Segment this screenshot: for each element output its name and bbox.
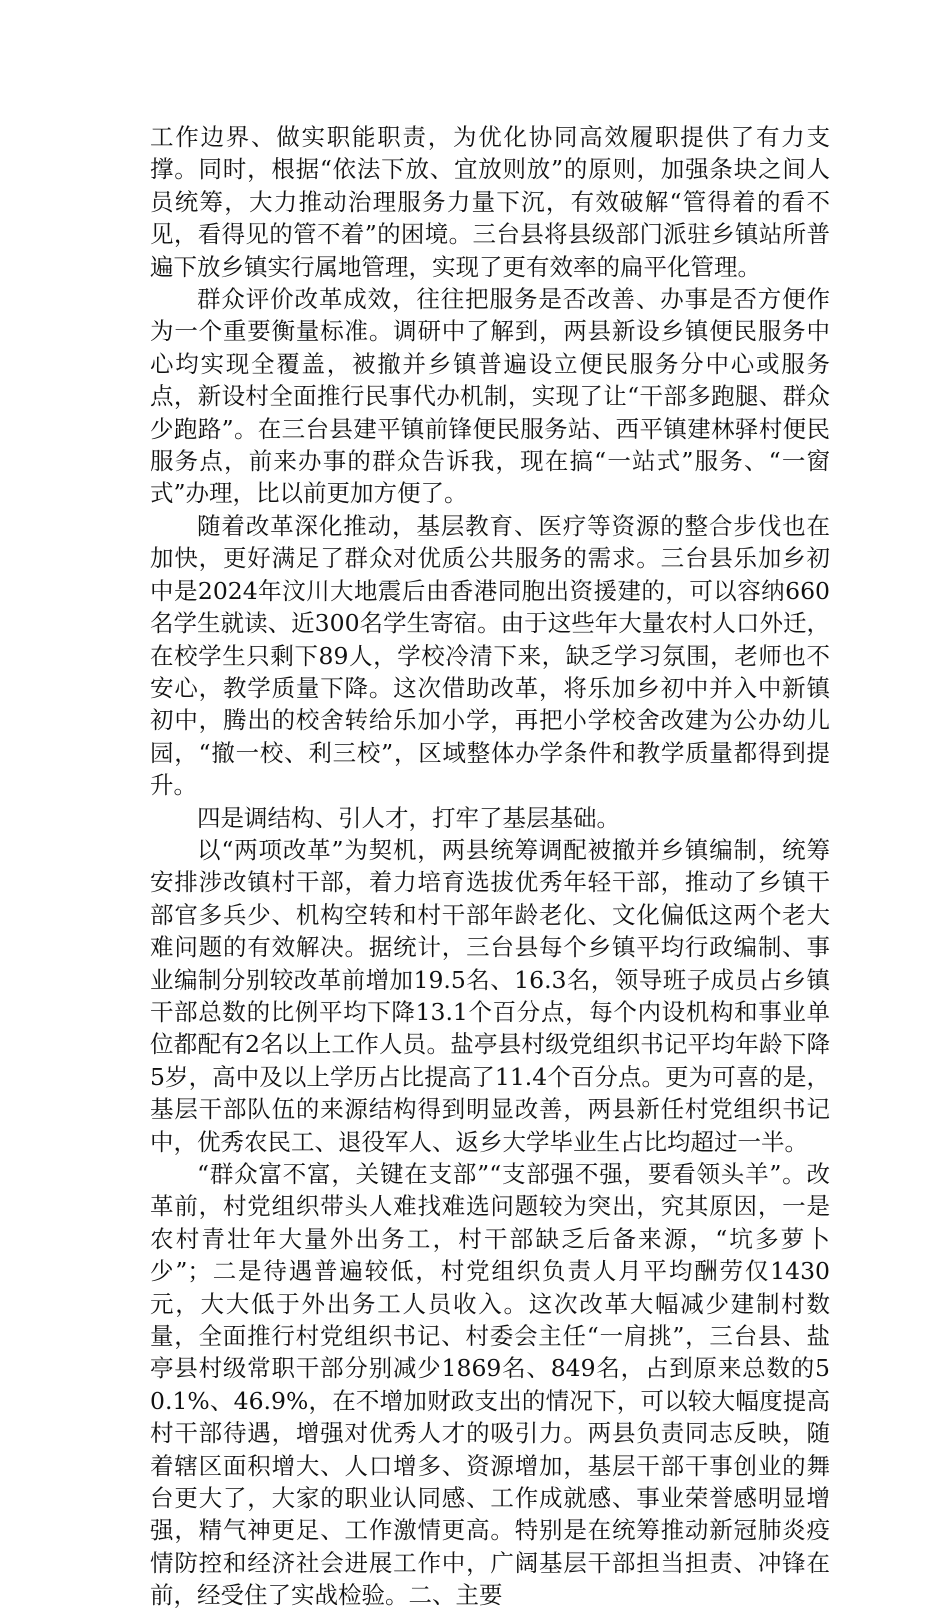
document-page (150, 121, 830, 1612)
body-paragraph-1: 工作边界、做实职能职责，为优化协同高效履职提供了有力支撑。同时，根据“依法下放、宜放则放”的原则，加强条块之间人员统筹，大力推动治理服务力量下沉，有效破解“管得着的看不见，看得见的管不着”的困境。三台县将县级部门派驻乡镇站所普遍下放乡镇实行属地管理，实现了更有效率的扁平化管理。 (150, 123, 830, 281)
body-paragraph-6: “群众富不富，关键在支部”“支部强不强，要看领头羊”。改革前，村党组织带头人难找难选问题较为突出，究其原因，一是农村青壮年大量外出务工，村干部缺乏后备来源，“坑多萝卜少”；二是待遇普遍较低，村党组织负责人月平均酬劳仅1430元，大大低于外出务工人员收入。这次改革大幅减少建制村数量，全面推行村党组织书记、村委会主任“一肩挑”，三台县、盐亭县村级常职干部分别减少1869名、849名，占到原来总数的50.1%、46.9%，在不增加财政支出的情况下，可以较大幅度提高村干部待遇，增强对优秀人才的吸引力。两县负责同志反映，随着辖区面积增大、人口增多、资源增加，基层干部干事创业的舞台更大了，大家的职业认同感、工作成就感、事业荣誉感明显增强，精气神更足、工作激情更高。特别是在统筹推动新冠肺炎疫情防控和经济社会进展工作中，广阔基层干部担当担责、冲锋在前，经受住了实战检验。二、主要 (150, 1160, 830, 1610)
body-paragraph-5: 以“两项改革”为契机，两县统筹调配被撤并乡镇编制，统筹安排涉改镇村干部，着力培育选拔优秀年轻干部，推动了乡镇干部官多兵少、机构空转和村干部年龄老化、文化偏低这两个老大难问题的有效解决。据统计，三台县每个乡镇平均行政编制、事业编制分别较改革前增加19.5名、16.3名，领导班子成员占乡镇干部总数的比例平均下降13.1个百分点，每个内设机构和事业单位都配有2名以上工作人员。盐亭县村级党组织书记平均年龄下降5岁，高中及以上学历占比提高了11.4个百分点。更为可喜的是，基层干部队伍的来源结构得到明显改善，两县新任村党组织书记中，优秀农民工、退役军人、返乡大学毕业生占比均超过一半。 (150, 835, 830, 1156)
body-paragraph-2: 群众评价改革成效，往往把服务是否改善、办事是否方便作为一个重要衡量标准。调研中了解到，两县新设乡镇便民服务中心均实现全覆盖，被撤并乡镇普遍设立便民服务分中心或服务点，新设村全面推行民事代办机制，实现了让“干部多跑腿、群众少跑路”。在三台县建平镇前锋便民服务站、西平镇建林驿村便民服务点，前来办事的群众告诉我，现在搞“一站式”服务、“一窗式”办理，比以前更加方便了。 (150, 285, 830, 508)
body-paragraph-3: 随着改革深化推动，基层教育、医疗等资源的整合步伐也在加快，更好满足了群众对优质公共服务的需求。三台县乐加乡初中是2024年汶川大地震后由香港同胞出资援建的，可以容纳660名学生就读、近300名学生寄宿。由于这些年大量农村人口外迁，在校学生只剩下89人，学校冷清下来，缺乏学习氛围，老师也不安心，教学质量下降。这次借助改革，将乐加乡初中并入中新镇初中，腾出的校舍转给乐加小学，再把小学校舍改建为公办幼儿园，“撤一校、利三校”，区域整体办学条件和教学质量都得到提升。 (150, 511, 830, 800)
section-heading-4: 四是调结构、引人才，打牢了基层基础。 (197, 803, 620, 832)
